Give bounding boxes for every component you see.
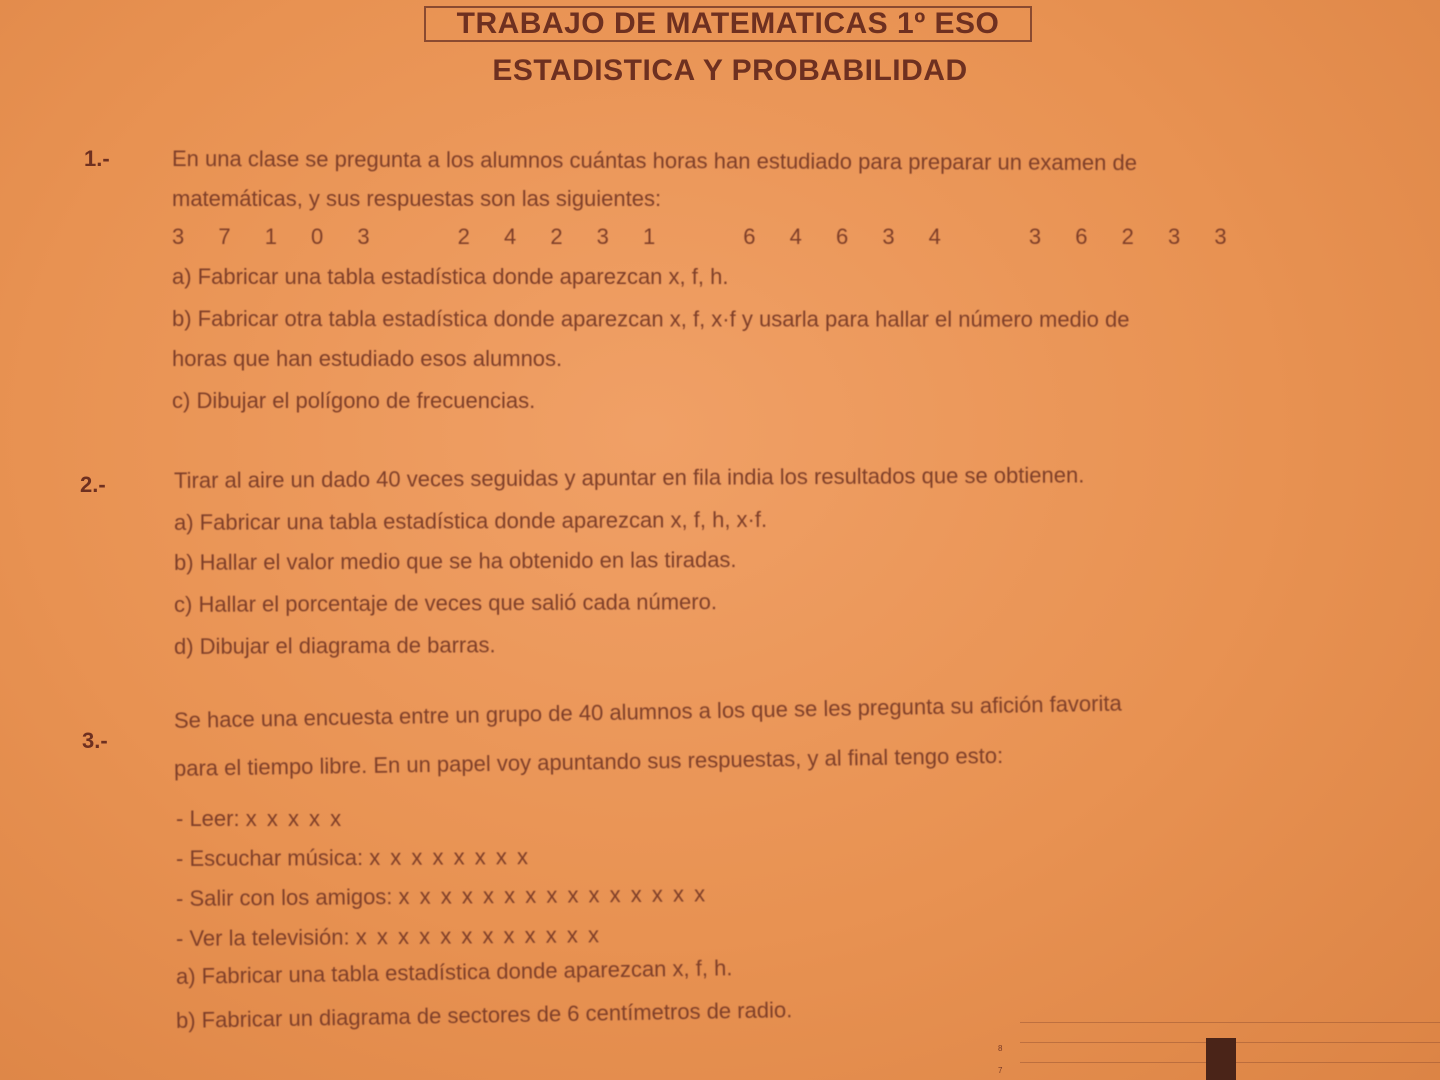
question-1-part-b-line-2: horas que han estudiado esos alumnos. xyxy=(172,346,563,371)
tally-marks: x x x x x x x x x x x x x x x xyxy=(398,881,708,910)
tally-marks: x x x x x x x x x x x x xyxy=(355,922,602,950)
question-3-part-a: a) Fabricar una tabla estadística donde aparezcan x, f, h. xyxy=(175,955,733,989)
data-group-4: 3 6 2 3 3 xyxy=(1028,224,1241,249)
answer-label: - Ver la televisión: xyxy=(175,924,350,951)
question-2-part-a: a) Fabricar una tabla estadística donde aparezcan x, f, h, x·f. xyxy=(173,506,768,535)
question-2-part-b: b) Hallar el valor medio que se ha obtenido en las tiradas. xyxy=(173,547,737,575)
question-2-part-d: d) Dibujar el diagrama de barras. xyxy=(173,632,496,659)
axis-tick-label: 8 xyxy=(998,1044,1003,1053)
question-3-line-2: para el tiempo libre. En un papel voy apuntando sus respuestas, y al final tengo esto: xyxy=(173,742,1004,781)
question-2-number: 2.- xyxy=(80,472,106,497)
axis-tick-label: 7 xyxy=(998,1066,1003,1075)
tally-marks: x x x x x xyxy=(245,806,344,831)
answer-label: - Salir con los amigos: xyxy=(175,884,393,911)
answer-item xyxy=(176,844,530,872)
question-2-line-1: Tirar al aire un dado 40 veces seguidas y apuntar en fila india los resultados que se obtienen. xyxy=(173,462,1085,493)
tally-marks: x x x x x x x x xyxy=(369,844,531,870)
question-1-line-1: En una clase se pregunta a los alumnos cuántas horas han estudiado para preparar un examen de xyxy=(171,146,1138,176)
question-1-part-b-line-1: b) Fabricar otra tabla estadística donde aparezcan x, f, x·f y usarla para hallar el número medio de xyxy=(171,306,1130,332)
gridline xyxy=(1020,1022,1440,1023)
question-1-part-a: a) Fabricar una tabla estadística donde aparezcan x, f, h. xyxy=(172,264,729,289)
question-1-data xyxy=(172,224,1241,250)
answer-item xyxy=(176,922,601,952)
page-subtitle: ESTADISTICA Y PROBABILIDAD xyxy=(492,54,968,87)
question-3-part-b: b) Fabricar un diagrama de sectores de 6 centímetros de radio. xyxy=(175,997,793,1033)
answer-item xyxy=(176,806,343,832)
answer-label: - Escuchar música: xyxy=(175,845,364,871)
chart-bar xyxy=(1206,1038,1236,1080)
question-1-part-c: c) Dibujar el polígono de frecuencias. xyxy=(172,388,536,413)
answer-label: - Leer: xyxy=(176,806,240,831)
partial-bar-chart xyxy=(980,1000,1440,1080)
question-1-number: 1.- xyxy=(84,146,110,171)
question-3-number: 3.- xyxy=(82,728,108,753)
data-group-3: 6 4 6 3 4 xyxy=(743,224,955,249)
data-group-2: 2 4 2 3 1 xyxy=(457,224,670,249)
data-group-1: 3 7 1 0 3 xyxy=(172,224,384,249)
question-1-line-2: matemáticas, y sus respuestas son las siguientes: xyxy=(172,186,662,211)
question-3-line-1: Se hace una encuesta entre un grupo de 40 alumnos a los que se les pregunta su afición favorita xyxy=(173,690,1122,733)
page-title: TRABAJO DE MATEMATICAS 1º ESO xyxy=(424,6,1032,42)
question-2-part-c: c) Hallar el porcentaje de veces que salió cada número. xyxy=(173,589,718,617)
answer-item xyxy=(176,881,707,912)
